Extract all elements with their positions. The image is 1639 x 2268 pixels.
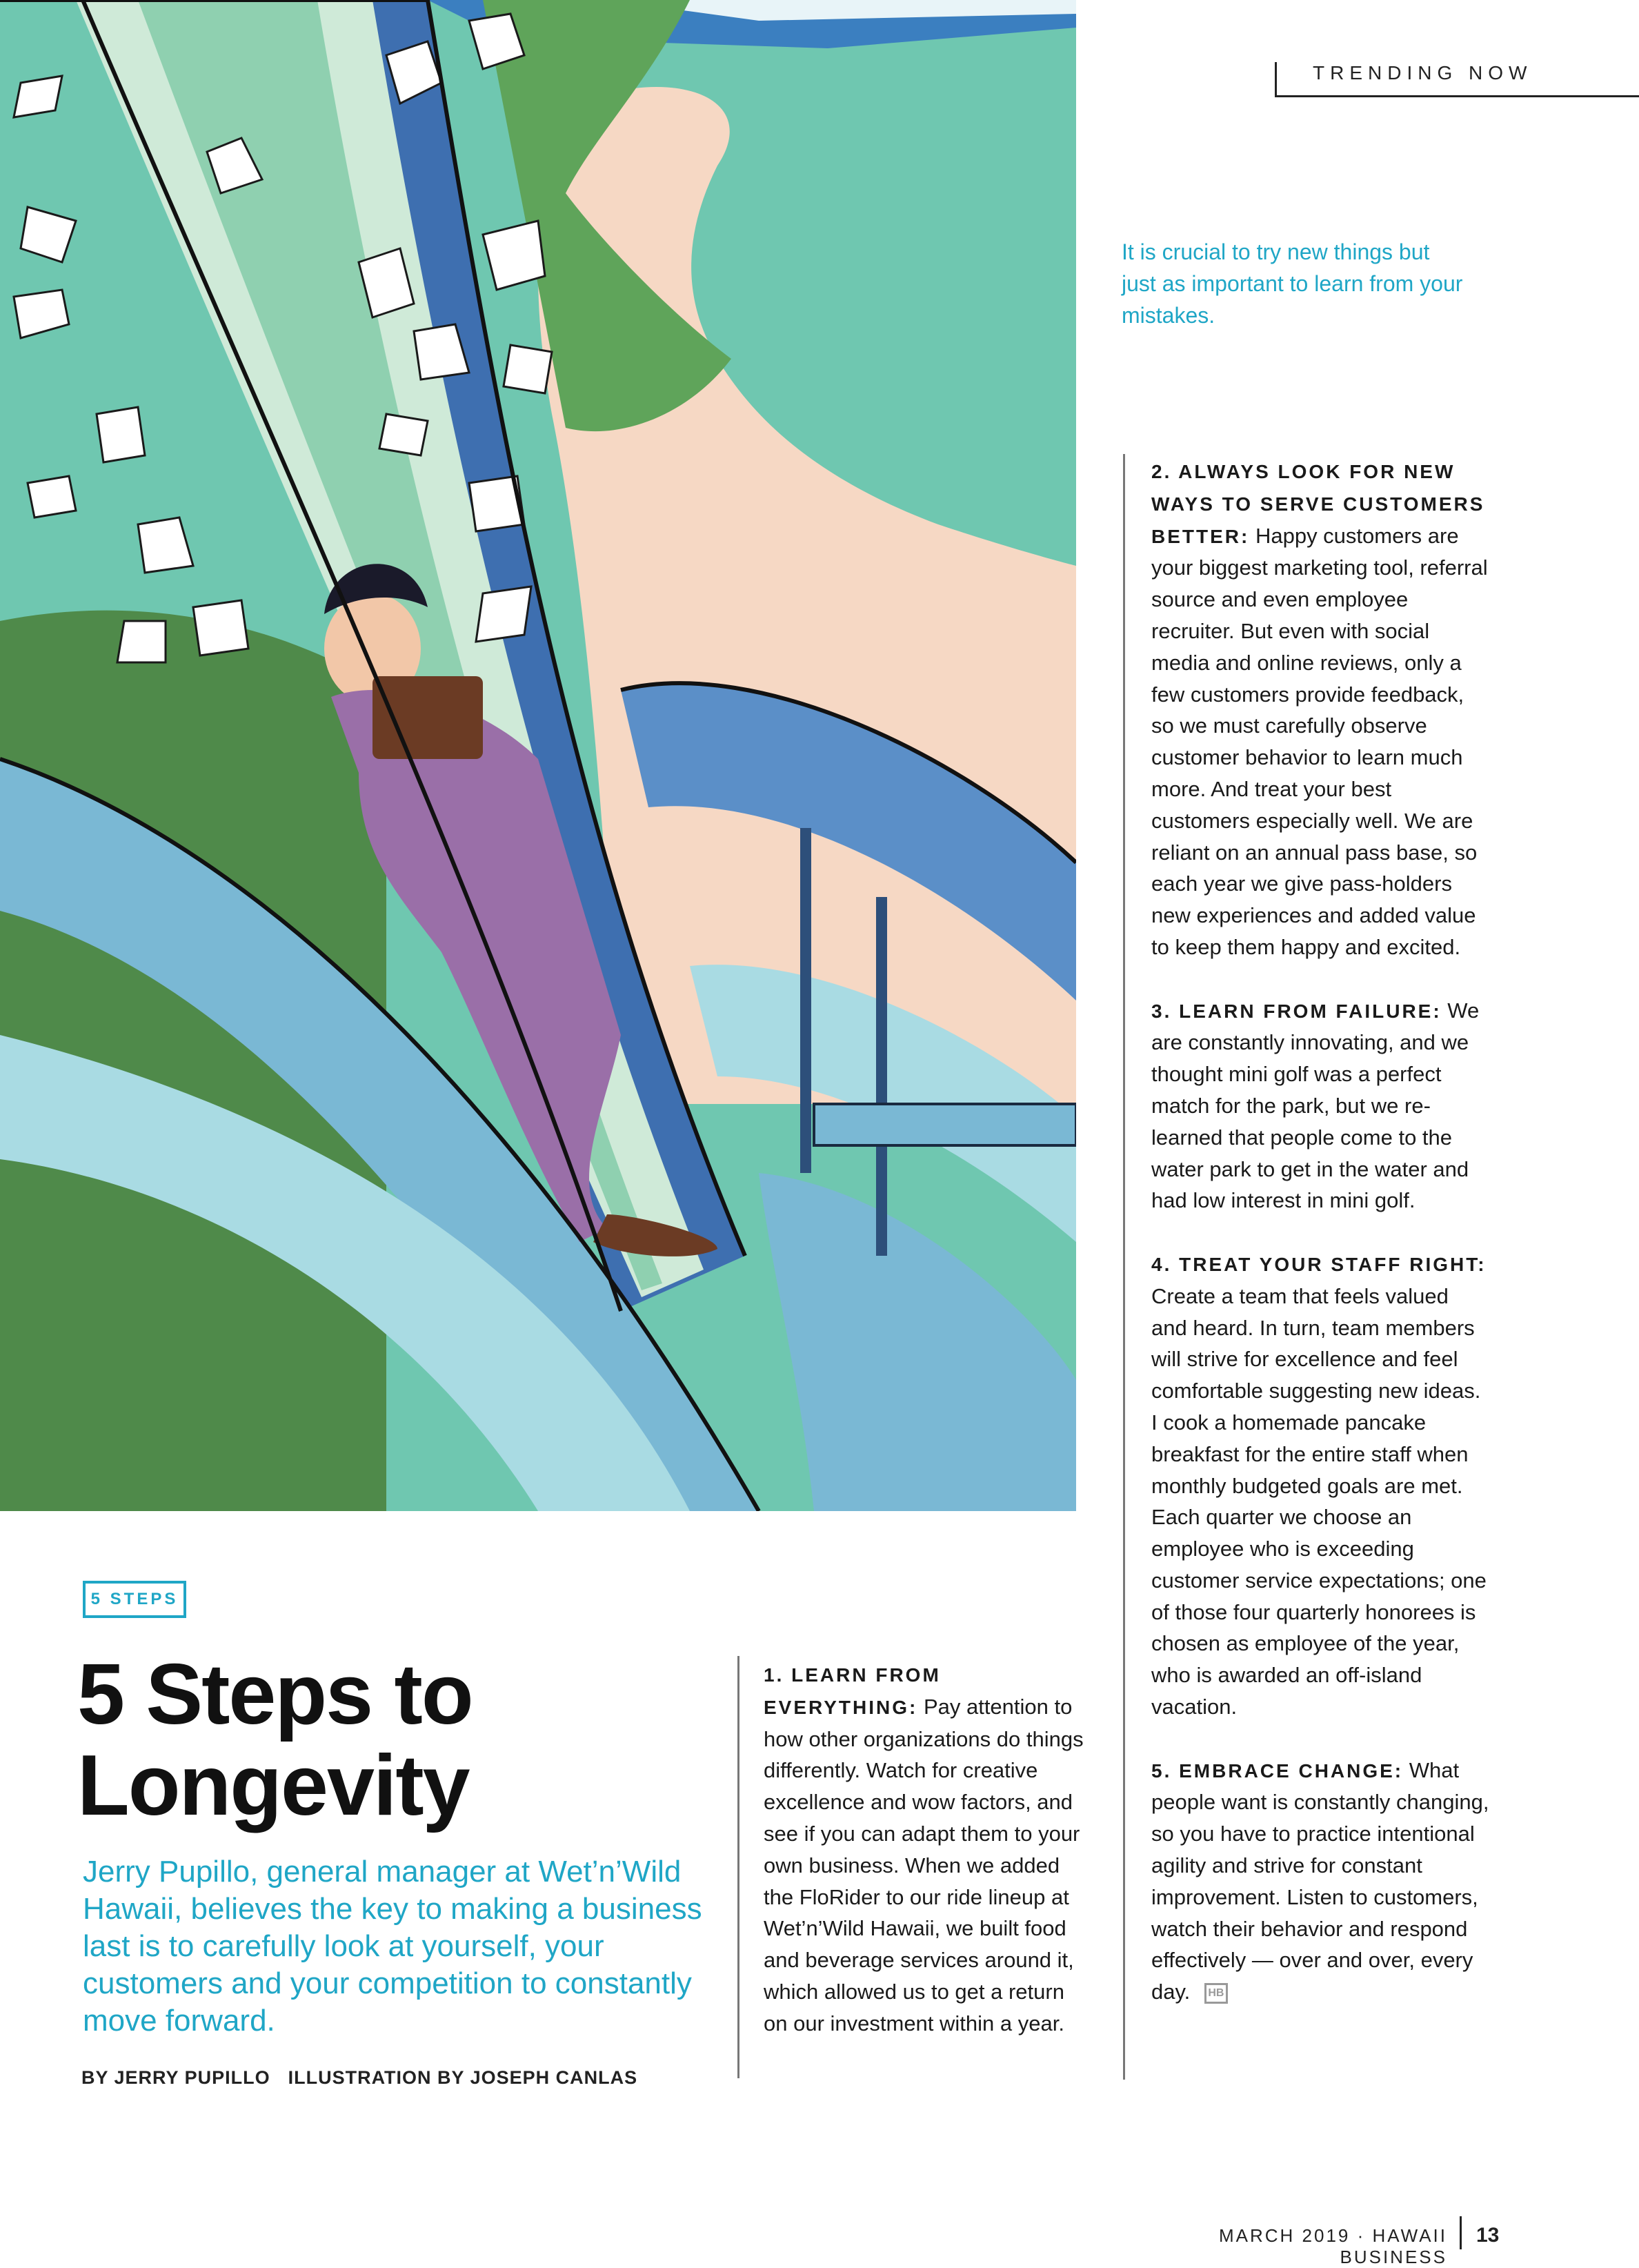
- step-2-text: Happy customers are your biggest marketing tool, referral source and even employee recruiter. But even with social media and online reviews, only a few customers provide feedback, so we must carefully observe customer behavior to learn much more. And treat your best customers especially well. We are reliant on an annual pass base, so each year we give pass-holders new experiences and added value to keep them happy and excited.: [1151, 523, 1488, 959]
- step-5: [1151, 1755, 1489, 2008]
- headline-line-2: Longevity: [77, 1738, 469, 1833]
- step-4-text: Create a team that feels valued and heard. In turn, team members will strive for excellence and feel comfortable suggesting new ideas. I cook a homemade pancake breakfast for the entire staff when monthly budgeted goals are met. Each quarter we choose an employee who is exceeding customer service expectations; one of those four quarterly honorees is chosen as employee of the year, who is awarded an off-island vacation.: [1151, 1283, 1487, 1719]
- byline-author: BY JERRY PUPILLO: [81, 2067, 270, 2088]
- footer-divider: [1460, 2216, 1462, 2249]
- column-divider-middle: [737, 1656, 739, 2078]
- step-5-heading: 5. EMBRACE CHANGE:: [1151, 1759, 1404, 1782]
- body-column-right: [1151, 455, 1489, 2040]
- step-4: [1151, 1248, 1489, 1723]
- column-divider-right: [1123, 454, 1125, 2080]
- step-5-text: What people want is constantly changing, so you have to practice intentional agility and strive for constant improvement. Listen to customers, watch their behavior and respond effectively — over and over, every day.: [1151, 1757, 1489, 2004]
- step-1-text: Pay attention to how other organizations do things differently. Watch for creative excellence and wow factors, and see if you can adapt them to your own business. When we added the FloRider to our ride lineup at Wet’n’Wild Hawaii, we built food and beverage services around it, which allowed us to get a return on our investment within a year.: [764, 1694, 1084, 2035]
- water-slide-illustration: [0, 0, 1076, 1511]
- step-3: [1151, 995, 1489, 1217]
- body-column-middle: [764, 1659, 1084, 2071]
- page-footer: MARCH 2019 · HAWAII BUSINESS: [1218, 2225, 1447, 2267]
- article-headline: [77, 1649, 698, 1831]
- section-header: [1275, 62, 1639, 97]
- step-3-text: We are constantly innovating, and we thought mini golf was a perfect match for the park, but we re-learned that people come to the water park to get in the water and had low interest in mini golf.: [1151, 998, 1480, 1213]
- step-1-heading: 1. LEARN FROM EVERYTHING:: [764, 1664, 941, 1718]
- section-label: TRENDING NOW: [1313, 62, 1533, 83]
- category-tag: 5 STEPS: [83, 1581, 186, 1618]
- step-4-heading: 4. TREAT YOUR STAFF RIGHT:: [1151, 1253, 1487, 1275]
- article-deck: Jerry Pupillo, general manager at Wet’n’Wild Hawaii, believes the key to making a business last is to carefully look at yourself, your customers and your competition to constantly move forward.: [83, 1855, 702, 2038]
- byline-illustration: ILLUSTRATION BY JOSEPH CANLAS: [288, 2067, 638, 2088]
- step-2: [1151, 455, 1489, 963]
- end-mark-icon: HB: [1204, 1983, 1228, 2004]
- pull-quote: It is crucial to try new things but just as important to learn from your mistakes.: [1122, 239, 1463, 328]
- step-3-heading: 3. LEARN FROM FAILURE:: [1151, 1000, 1442, 1022]
- step-2-heading: 2. ALWAYS LOOK FOR NEW WAYS TO SERVE CUSTOMERS BETTER:: [1151, 461, 1485, 547]
- byline: [81, 2067, 702, 2089]
- step-1: [764, 1659, 1084, 2040]
- page-number: 13: [1476, 2224, 1500, 2247]
- headline-line-1: 5 Steps to: [77, 1647, 473, 1742]
